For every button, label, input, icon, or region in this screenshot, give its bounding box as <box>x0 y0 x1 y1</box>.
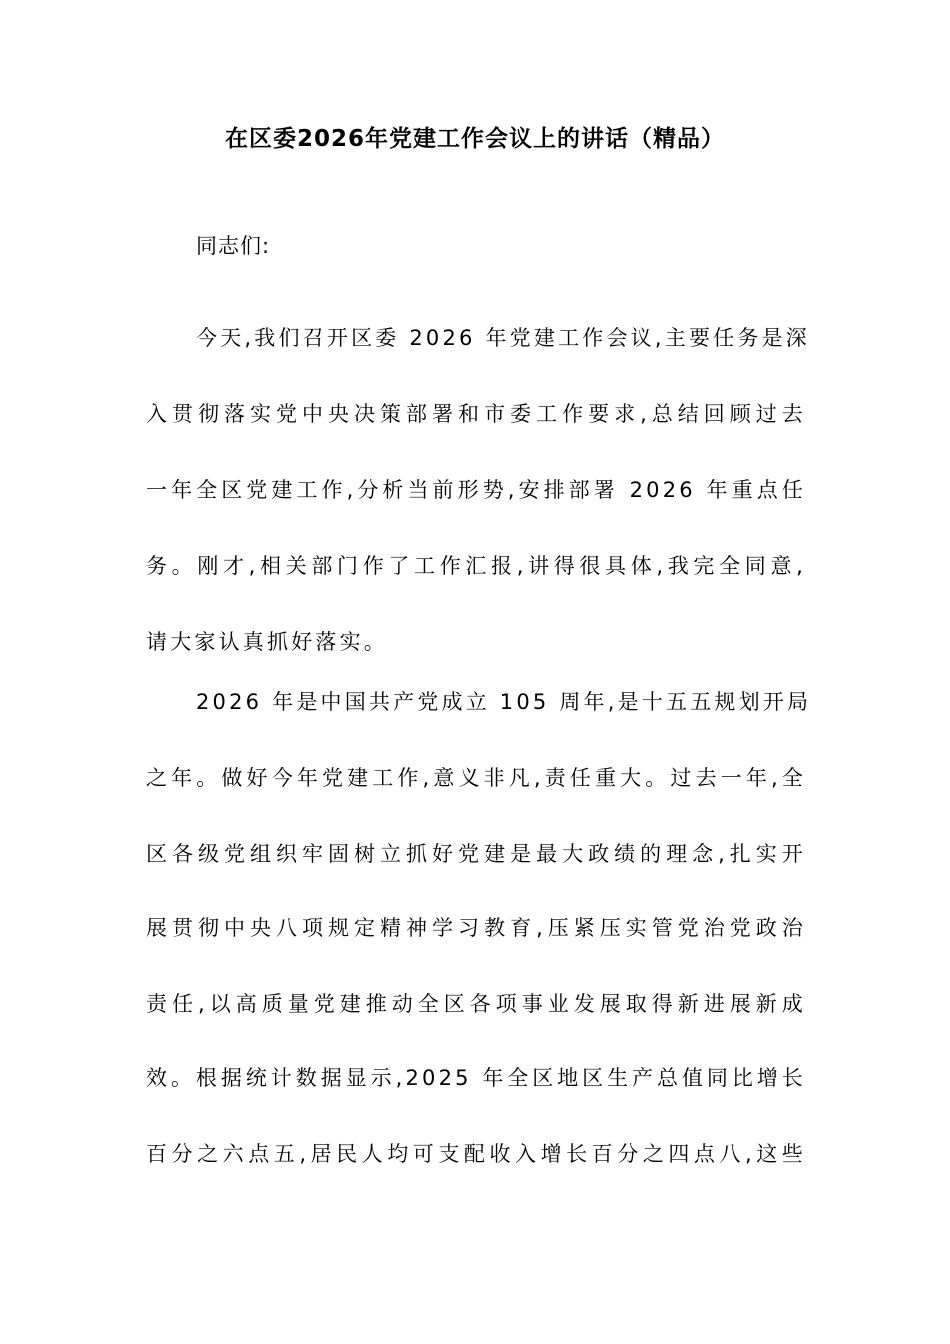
salutation: 同志们: <box>196 234 271 258</box>
paragraph-2-line-6: 效。根据统计数据显示,2025 年全区地区生产总值同比增长 <box>146 1066 806 1090</box>
document-title: 在区委2026年党建工作会议上的讲话（精品） <box>224 126 725 152</box>
paragraph-2-line-3: 区各级党组织牢固树立抓好党建是最大政绩的理念,扎实开 <box>146 842 806 866</box>
paragraph-2-line-5: 责任,以高质量党建推动全区各项事业发展取得新进展新成 <box>146 992 806 1016</box>
paragraph-1-line-3: 一年全区党建工作,分析当前形势,安排部署 2026 年重点任 <box>146 478 806 502</box>
paragraph-2-line-7: 百分之六点五,居民人均可支配收入增长百分之四点八,这些 <box>146 1142 806 1166</box>
paragraph-1-line-4: 务。刚才,相关部门作了工作汇报,讲得很具体,我完全同意, <box>146 554 806 578</box>
paragraph-2-line-2: 之年。做好今年党建工作,意义非凡,责任重大。过去一年,全 <box>146 766 806 790</box>
paragraph-2-line-4: 展贯彻中央八项规定精神学习教育,压紧压实管党治党政治 <box>146 916 806 940</box>
paragraph-1-line-1: 今天,我们召开区委 2026 年党建工作会议,主要任务是深 <box>196 326 810 350</box>
paragraph-2-line-1: 2026 年是中国共产党成立 105 周年,是十五五规划开局 <box>196 690 812 714</box>
paragraph-1-line-2: 入贯彻落实党中央决策部署和市委工作要求,总结回顾过去 <box>146 402 806 426</box>
paragraph-1-line-5: 请大家认真抓好落实。 <box>146 630 388 654</box>
